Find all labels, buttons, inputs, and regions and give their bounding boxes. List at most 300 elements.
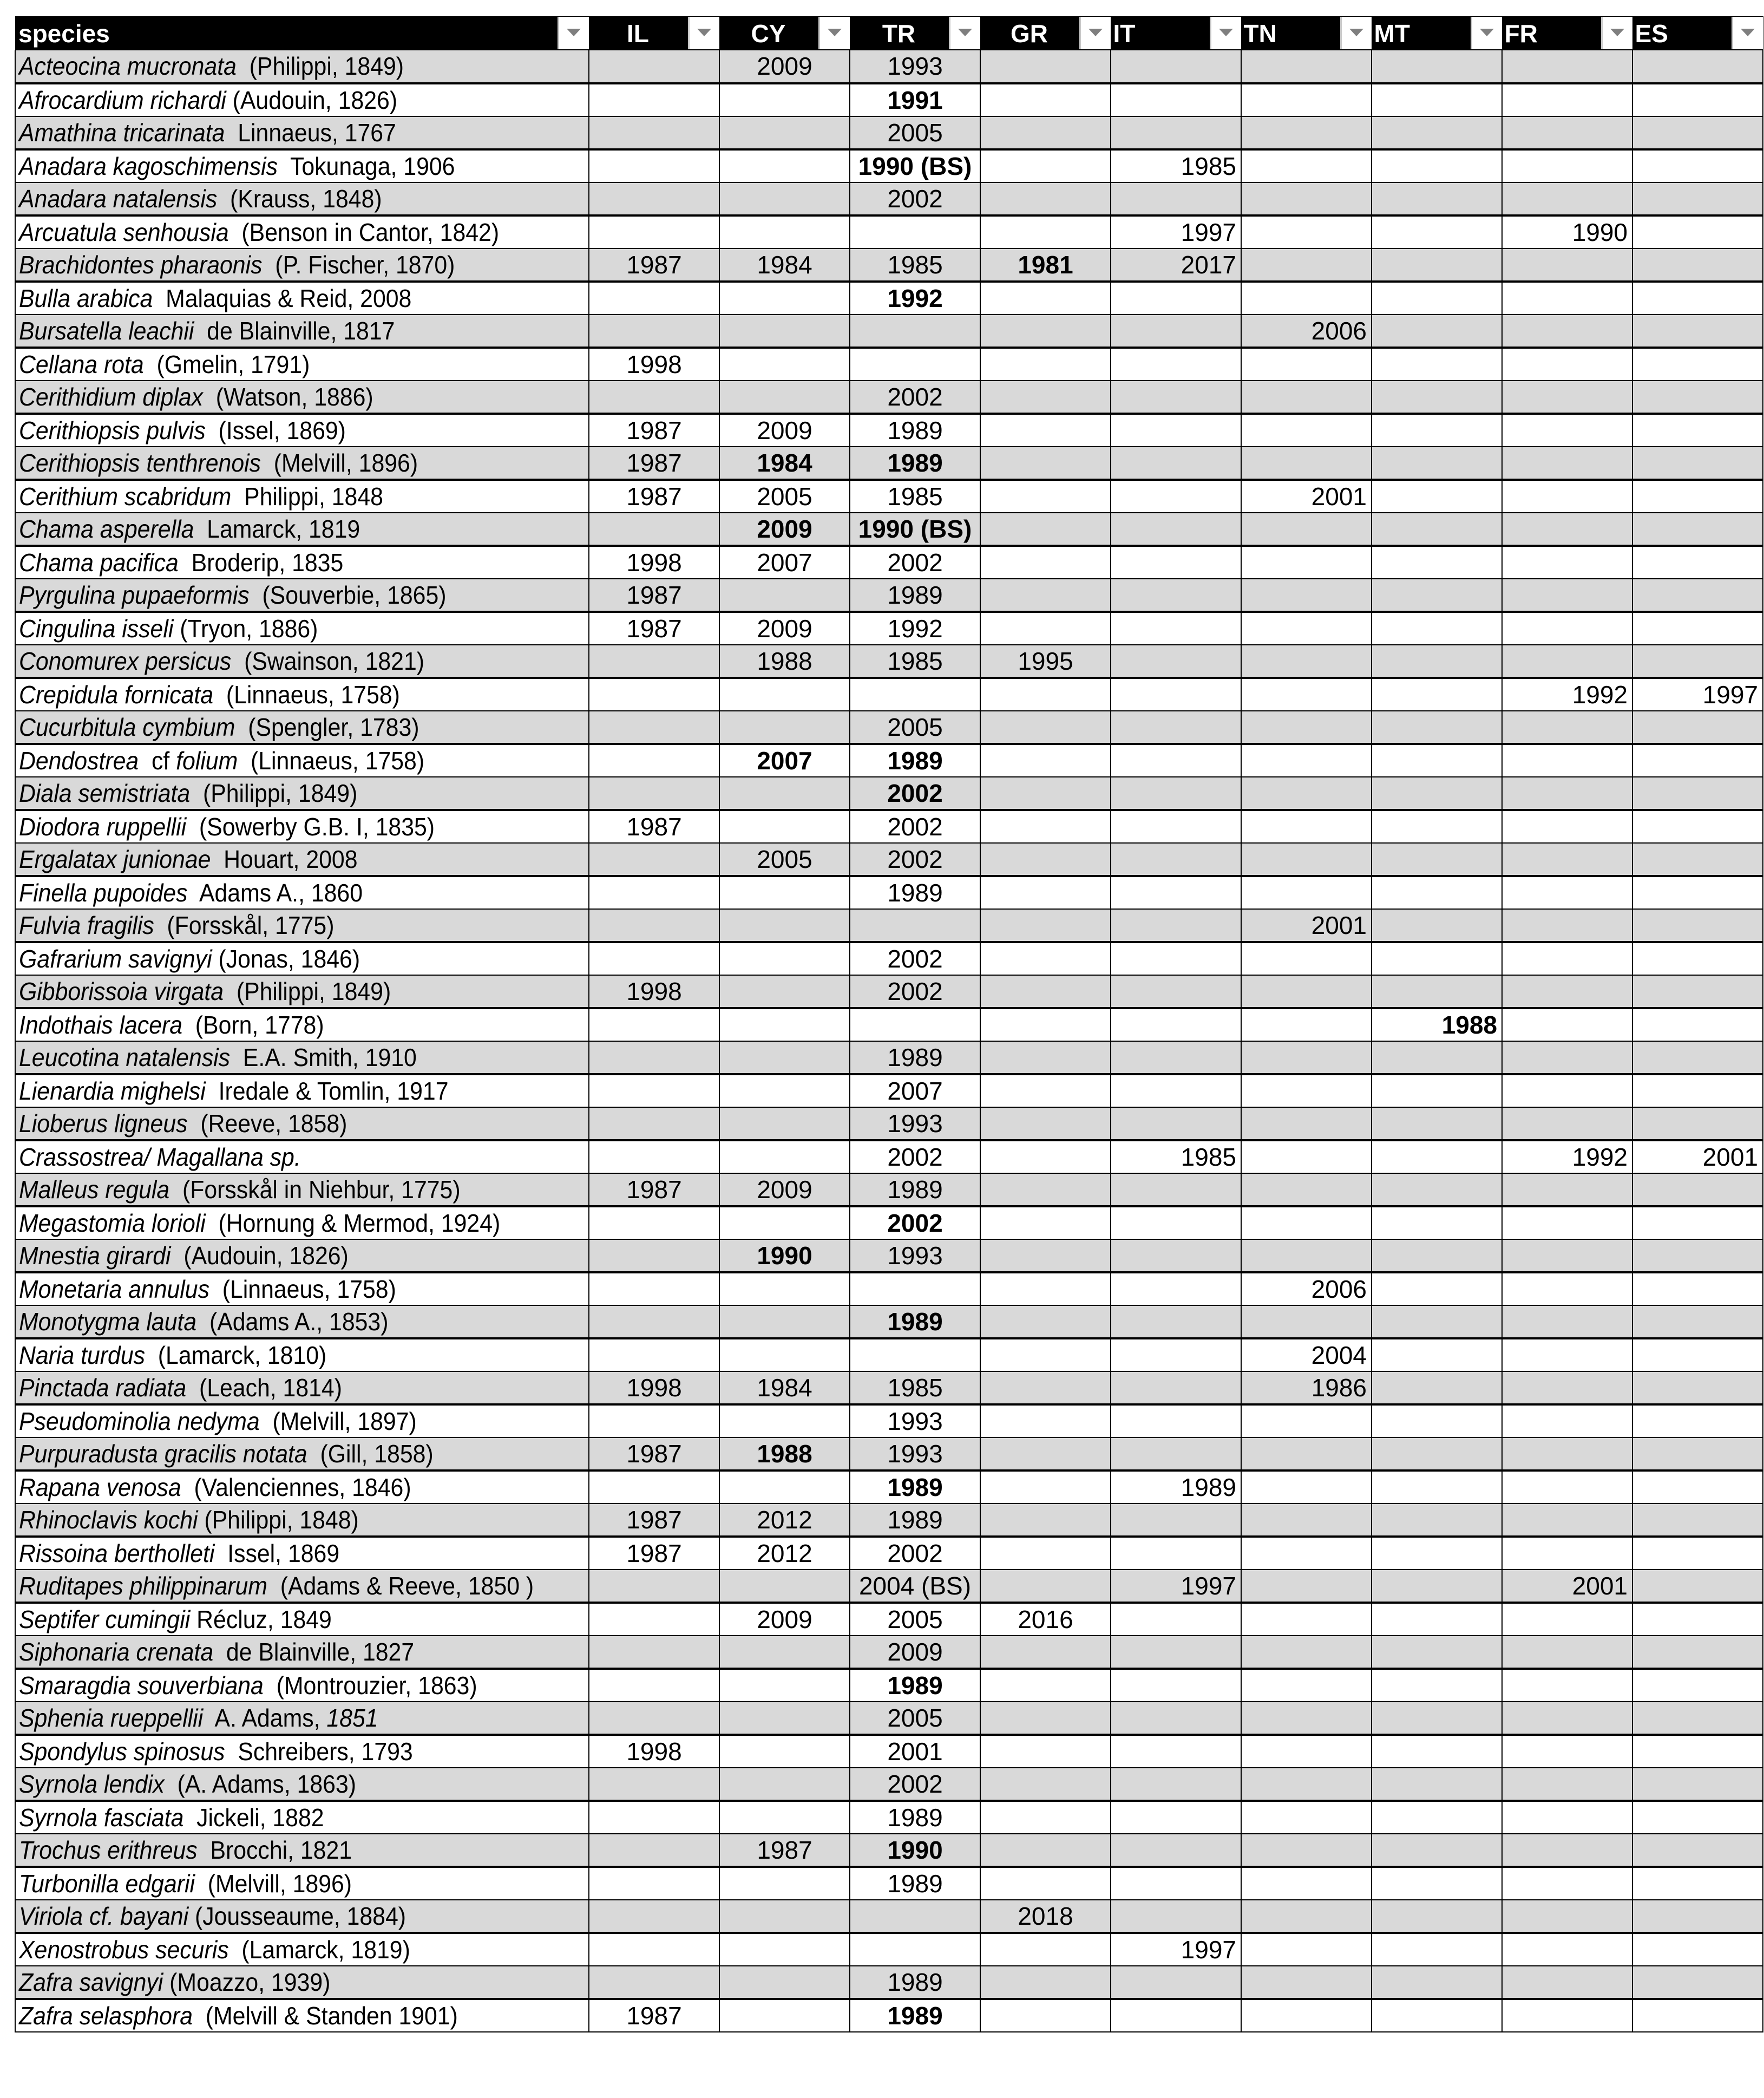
cell-tr[interactable] xyxy=(850,1041,980,1074)
cell-cy[interactable] xyxy=(719,1702,850,1735)
cell-it[interactable] xyxy=(1111,1537,1241,1570)
cell-tn[interactable] xyxy=(1241,149,1372,182)
cell-cy[interactable] xyxy=(719,1504,850,1537)
cell-gr[interactable] xyxy=(980,711,1111,744)
cell-tr[interactable] xyxy=(850,1404,980,1437)
cell-mt[interactable] xyxy=(1372,149,1502,182)
cell-es[interactable] xyxy=(1632,1074,1763,1107)
cell-il[interactable] xyxy=(589,1206,719,1239)
cell-es[interactable] xyxy=(1632,975,1763,1008)
cell-gr[interactable] xyxy=(980,149,1111,182)
cell-tr[interactable] xyxy=(850,1933,980,1966)
cell-fr[interactable] xyxy=(1502,579,1632,612)
cell-it[interactable] xyxy=(1111,513,1241,546)
cell-fr[interactable] xyxy=(1502,1470,1632,1504)
cell-mt[interactable] xyxy=(1372,645,1502,678)
cell-es[interactable] xyxy=(1632,1173,1763,1206)
cell-tr[interactable] xyxy=(850,1966,980,1999)
cell-gr[interactable] xyxy=(980,744,1111,777)
cell-tr[interactable] xyxy=(850,1834,980,1867)
cell-il[interactable] xyxy=(589,1107,719,1140)
cell-il[interactable] xyxy=(589,942,719,975)
cell-it[interactable] xyxy=(1111,348,1241,381)
cell-es[interactable] xyxy=(1632,546,1763,579)
cell-es[interactable] xyxy=(1632,1371,1763,1404)
cell-it[interactable] xyxy=(1111,1834,1241,1867)
cell-es[interactable] xyxy=(1632,1470,1763,1504)
cell-tr[interactable] xyxy=(850,810,980,843)
cell-tn[interactable] xyxy=(1241,513,1372,546)
cell-gr[interactable] xyxy=(980,1834,1111,1867)
cell-fr[interactable] xyxy=(1502,348,1632,381)
cell-tr[interactable] xyxy=(850,282,980,315)
cell-gr[interactable] xyxy=(980,579,1111,612)
cell-tr[interactable] xyxy=(850,1437,980,1470)
cell-il[interactable] xyxy=(589,50,719,83)
cell-il[interactable] xyxy=(589,1041,719,1074)
cell-mt[interactable] xyxy=(1372,116,1502,149)
cell-tn[interactable] xyxy=(1241,414,1372,447)
cell-cy[interactable] xyxy=(719,83,850,116)
filter-dropdown-icon[interactable] xyxy=(1079,17,1111,49)
species-name-cell[interactable] xyxy=(15,1669,589,1702)
cell-it[interactable] xyxy=(1111,1140,1241,1173)
species-name-cell[interactable] xyxy=(15,50,589,83)
cell-cy[interactable] xyxy=(719,182,850,215)
cell-mt[interactable] xyxy=(1372,1404,1502,1437)
species-name-cell[interactable] xyxy=(15,215,589,249)
filter-dropdown-icon[interactable] xyxy=(1340,17,1372,49)
cell-cy[interactable] xyxy=(719,1074,850,1107)
species-name-cell[interactable] xyxy=(15,1603,589,1636)
cell-it[interactable] xyxy=(1111,1239,1241,1272)
cell-mt[interactable] xyxy=(1372,1338,1502,1371)
cell-es[interactable] xyxy=(1632,1239,1763,1272)
species-name-cell[interactable] xyxy=(15,182,589,215)
cell-mt[interactable] xyxy=(1372,1437,1502,1470)
cell-es[interactable] xyxy=(1632,480,1763,513)
cell-es[interactable] xyxy=(1632,777,1763,810)
cell-fr[interactable] xyxy=(1502,678,1632,711)
cell-tn[interactable] xyxy=(1241,579,1372,612)
cell-mt[interactable] xyxy=(1372,1371,1502,1404)
cell-it[interactable] xyxy=(1111,1470,1241,1504)
cell-mt[interactable] xyxy=(1372,909,1502,942)
cell-fr[interactable] xyxy=(1502,1834,1632,1867)
cell-es[interactable] xyxy=(1632,1999,1763,2032)
cell-es[interactable] xyxy=(1632,282,1763,315)
cell-il[interactable] xyxy=(589,1470,719,1504)
filter-dropdown-icon[interactable] xyxy=(1601,17,1632,49)
cell-es[interactable] xyxy=(1632,83,1763,116)
species-name-cell[interactable] xyxy=(15,744,589,777)
cell-cy[interactable] xyxy=(719,612,850,645)
species-name-cell[interactable] xyxy=(15,1272,589,1305)
cell-it[interactable] xyxy=(1111,1768,1241,1801)
species-name-cell[interactable] xyxy=(15,1470,589,1504)
cell-tr[interactable] xyxy=(850,1768,980,1801)
species-name-cell[interactable] xyxy=(15,1437,589,1470)
cell-it[interactable] xyxy=(1111,83,1241,116)
cell-es[interactable] xyxy=(1632,711,1763,744)
cell-es[interactable] xyxy=(1632,1504,1763,1537)
cell-cy[interactable] xyxy=(719,1371,850,1404)
cell-gr[interactable] xyxy=(980,942,1111,975)
cell-cy[interactable] xyxy=(719,843,850,876)
cell-it[interactable] xyxy=(1111,1338,1241,1371)
cell-fr[interactable] xyxy=(1502,1206,1632,1239)
cell-mt[interactable] xyxy=(1372,711,1502,744)
cell-fr[interactable] xyxy=(1502,942,1632,975)
cell-it[interactable] xyxy=(1111,546,1241,579)
cell-cy[interactable] xyxy=(719,711,850,744)
cell-fr[interactable] xyxy=(1502,1272,1632,1305)
cell-it[interactable] xyxy=(1111,1173,1241,1206)
cell-gr[interactable] xyxy=(980,480,1111,513)
cell-gr[interactable] xyxy=(980,1338,1111,1371)
cell-mt[interactable] xyxy=(1372,579,1502,612)
cell-tr[interactable] xyxy=(850,414,980,447)
cell-fr[interactable] xyxy=(1502,1041,1632,1074)
species-name-cell[interactable] xyxy=(15,645,589,678)
cell-gr[interactable] xyxy=(980,909,1111,942)
cell-cy[interactable] xyxy=(719,1603,850,1636)
cell-gr[interactable] xyxy=(980,1206,1111,1239)
cell-il[interactable] xyxy=(589,843,719,876)
cell-gr[interactable] xyxy=(980,1603,1111,1636)
cell-es[interactable] xyxy=(1632,1735,1763,1768)
cell-gr[interactable] xyxy=(980,348,1111,381)
species-name-cell[interactable] xyxy=(15,1867,589,1900)
cell-gr[interactable] xyxy=(980,1669,1111,1702)
cell-tn[interactable] xyxy=(1241,1272,1372,1305)
cell-tn[interactable] xyxy=(1241,1834,1372,1867)
cell-fr[interactable] xyxy=(1502,1570,1632,1603)
species-name-cell[interactable] xyxy=(15,282,589,315)
cell-gr[interactable] xyxy=(980,315,1111,348)
cell-gr[interactable] xyxy=(980,1537,1111,1570)
cell-il[interactable] xyxy=(589,1768,719,1801)
cell-fr[interactable] xyxy=(1502,1702,1632,1735)
cell-fr[interactable] xyxy=(1502,909,1632,942)
cell-gr[interactable] xyxy=(980,843,1111,876)
cell-il[interactable] xyxy=(589,1537,719,1570)
cell-it[interactable] xyxy=(1111,447,1241,480)
species-name-cell[interactable] xyxy=(15,1041,589,1074)
cell-es[interactable] xyxy=(1632,381,1763,414)
cell-mt[interactable] xyxy=(1372,1504,1502,1537)
cell-tr[interactable] xyxy=(850,215,980,249)
cell-il[interactable] xyxy=(589,1404,719,1437)
cell-cy[interactable] xyxy=(719,215,850,249)
species-name-cell[interactable] xyxy=(15,1338,589,1371)
cell-it[interactable] xyxy=(1111,480,1241,513)
cell-il[interactable] xyxy=(589,876,719,909)
species-name-cell[interactable] xyxy=(15,1702,589,1735)
cell-mt[interactable] xyxy=(1372,843,1502,876)
cell-cy[interactable] xyxy=(719,1900,850,1933)
species-name-cell[interactable] xyxy=(15,1933,589,1966)
cell-tr[interactable] xyxy=(850,513,980,546)
species-name-cell[interactable] xyxy=(15,909,589,942)
cell-fr[interactable] xyxy=(1502,1900,1632,1933)
cell-il[interactable] xyxy=(589,1504,719,1537)
cell-gr[interactable] xyxy=(980,876,1111,909)
cell-tr[interactable] xyxy=(850,1801,980,1834)
filter-dropdown-icon[interactable] xyxy=(1210,17,1241,49)
cell-it[interactable] xyxy=(1111,1404,1241,1437)
species-name-cell[interactable] xyxy=(15,1206,589,1239)
species-name-cell[interactable] xyxy=(15,447,589,480)
cell-mt[interactable] xyxy=(1372,1206,1502,1239)
cell-il[interactable] xyxy=(589,1239,719,1272)
cell-cy[interactable] xyxy=(719,1801,850,1834)
cell-tr[interactable] xyxy=(850,1206,980,1239)
cell-es[interactable] xyxy=(1632,348,1763,381)
cell-gr[interactable] xyxy=(980,447,1111,480)
species-name-cell[interactable] xyxy=(15,975,589,1008)
cell-fr[interactable] xyxy=(1502,1933,1632,1966)
cell-il[interactable] xyxy=(589,1272,719,1305)
cell-cy[interactable] xyxy=(719,1669,850,1702)
cell-mt[interactable] xyxy=(1372,1900,1502,1933)
cell-it[interactable] xyxy=(1111,215,1241,249)
cell-fr[interactable] xyxy=(1502,1074,1632,1107)
cell-cy[interactable] xyxy=(719,116,850,149)
cell-gr[interactable] xyxy=(980,1570,1111,1603)
cell-es[interactable] xyxy=(1632,612,1763,645)
cell-gr[interactable] xyxy=(980,1305,1111,1338)
cell-gr[interactable] xyxy=(980,612,1111,645)
cell-it[interactable] xyxy=(1111,975,1241,1008)
cell-fr[interactable] xyxy=(1502,711,1632,744)
cell-it[interactable] xyxy=(1111,381,1241,414)
cell-tr[interactable] xyxy=(850,116,980,149)
cell-tn[interactable] xyxy=(1241,1041,1372,1074)
cell-tn[interactable] xyxy=(1241,1933,1372,1966)
cell-cy[interactable] xyxy=(719,447,850,480)
cell-gr[interactable] xyxy=(980,1504,1111,1537)
cell-es[interactable] xyxy=(1632,876,1763,909)
cell-fr[interactable] xyxy=(1502,843,1632,876)
species-name-cell[interactable] xyxy=(15,116,589,149)
filter-dropdown-icon[interactable] xyxy=(1732,17,1763,49)
cell-tn[interactable] xyxy=(1241,1504,1372,1537)
cell-tr[interactable] xyxy=(850,579,980,612)
cell-fr[interactable] xyxy=(1502,876,1632,909)
cell-mt[interactable] xyxy=(1372,1702,1502,1735)
cell-cy[interactable] xyxy=(719,50,850,83)
cell-tr[interactable] xyxy=(850,1636,980,1669)
cell-fr[interactable] xyxy=(1502,975,1632,1008)
cell-il[interactable] xyxy=(589,116,719,149)
cell-il[interactable] xyxy=(589,1437,719,1470)
species-name-cell[interactable] xyxy=(15,149,589,182)
cell-tn[interactable] xyxy=(1241,1768,1372,1801)
cell-mt[interactable] xyxy=(1372,1933,1502,1966)
cell-es[interactable] xyxy=(1632,1437,1763,1470)
cell-il[interactable] xyxy=(589,1074,719,1107)
cell-mt[interactable] xyxy=(1372,975,1502,1008)
cell-tr[interactable] xyxy=(850,942,980,975)
cell-es[interactable] xyxy=(1632,1768,1763,1801)
cell-gr[interactable] xyxy=(980,381,1111,414)
cell-tr[interactable] xyxy=(850,480,980,513)
cell-mt[interactable] xyxy=(1372,1570,1502,1603)
cell-tn[interactable] xyxy=(1241,1173,1372,1206)
cell-tr[interactable] xyxy=(850,348,980,381)
cell-fr[interactable] xyxy=(1502,1801,1632,1834)
species-name-cell[interactable] xyxy=(15,1768,589,1801)
cell-tr[interactable] xyxy=(850,315,980,348)
cell-cy[interactable] xyxy=(719,1272,850,1305)
cell-tr[interactable] xyxy=(850,645,980,678)
cell-tr[interactable] xyxy=(850,546,980,579)
cell-fr[interactable] xyxy=(1502,777,1632,810)
cell-gr[interactable] xyxy=(980,1702,1111,1735)
cell-il[interactable] xyxy=(589,612,719,645)
cell-tn[interactable] xyxy=(1241,1371,1372,1404)
species-name-cell[interactable] xyxy=(15,1801,589,1834)
cell-il[interactable] xyxy=(589,1735,719,1768)
cell-tn[interactable] xyxy=(1241,1206,1372,1239)
cell-fr[interactable] xyxy=(1502,546,1632,579)
cell-tn[interactable] xyxy=(1241,1404,1372,1437)
cell-it[interactable] xyxy=(1111,744,1241,777)
cell-tn[interactable] xyxy=(1241,1107,1372,1140)
cell-it[interactable] xyxy=(1111,1041,1241,1074)
cell-it[interactable] xyxy=(1111,1735,1241,1768)
cell-tn[interactable] xyxy=(1241,843,1372,876)
cell-it[interactable] xyxy=(1111,843,1241,876)
cell-it[interactable] xyxy=(1111,1570,1241,1603)
cell-il[interactable] xyxy=(589,1867,719,1900)
cell-fr[interactable] xyxy=(1502,810,1632,843)
cell-cy[interactable] xyxy=(719,1867,850,1900)
cell-es[interactable] xyxy=(1632,182,1763,215)
cell-il[interactable] xyxy=(589,1636,719,1669)
cell-it[interactable] xyxy=(1111,1900,1241,1933)
cell-it[interactable] xyxy=(1111,777,1241,810)
cell-tn[interactable] xyxy=(1241,975,1372,1008)
cell-cy[interactable] xyxy=(719,975,850,1008)
cell-mt[interactable] xyxy=(1372,678,1502,711)
species-name-cell[interactable] xyxy=(15,1834,589,1867)
cell-mt[interactable] xyxy=(1372,810,1502,843)
cell-it[interactable] xyxy=(1111,1305,1241,1338)
cell-cy[interactable] xyxy=(719,1933,850,1966)
cell-il[interactable] xyxy=(589,546,719,579)
filter-dropdown-icon[interactable] xyxy=(1471,17,1502,49)
cell-tr[interactable] xyxy=(850,777,980,810)
cell-fr[interactable] xyxy=(1502,249,1632,282)
cell-it[interactable] xyxy=(1111,1801,1241,1834)
cell-cy[interactable] xyxy=(719,480,850,513)
cell-mt[interactable] xyxy=(1372,1107,1502,1140)
cell-es[interactable] xyxy=(1632,1537,1763,1570)
cell-cy[interactable] xyxy=(719,942,850,975)
cell-tr[interactable] xyxy=(850,1603,980,1636)
cell-tr[interactable] xyxy=(850,381,980,414)
species-name-cell[interactable] xyxy=(15,876,589,909)
cell-tr[interactable] xyxy=(850,1999,980,2032)
cell-il[interactable] xyxy=(589,480,719,513)
cell-tr[interactable] xyxy=(850,612,980,645)
cell-tn[interactable] xyxy=(1241,678,1372,711)
cell-gr[interactable] xyxy=(980,116,1111,149)
cell-il[interactable] xyxy=(589,1140,719,1173)
cell-fr[interactable] xyxy=(1502,744,1632,777)
cell-fr[interactable] xyxy=(1502,1140,1632,1173)
cell-fr[interactable] xyxy=(1502,1735,1632,1768)
cell-il[interactable] xyxy=(589,513,719,546)
cell-mt[interactable] xyxy=(1372,1470,1502,1504)
cell-it[interactable] xyxy=(1111,1966,1241,1999)
cell-gr[interactable] xyxy=(980,1470,1111,1504)
cell-tr[interactable] xyxy=(850,711,980,744)
cell-tn[interactable] xyxy=(1241,50,1372,83)
cell-es[interactable] xyxy=(1632,1570,1763,1603)
cell-mt[interactable] xyxy=(1372,1636,1502,1669)
cell-fr[interactable] xyxy=(1502,513,1632,546)
cell-mt[interactable] xyxy=(1372,1272,1502,1305)
filter-dropdown-icon[interactable] xyxy=(818,17,850,49)
cell-cy[interactable] xyxy=(719,513,850,546)
cell-mt[interactable] xyxy=(1372,1173,1502,1206)
cell-fr[interactable] xyxy=(1502,1404,1632,1437)
cell-tr[interactable] xyxy=(850,1338,980,1371)
cell-gr[interactable] xyxy=(980,1239,1111,1272)
cell-cy[interactable] xyxy=(719,678,850,711)
cell-tr[interactable] xyxy=(850,876,980,909)
cell-it[interactable] xyxy=(1111,149,1241,182)
cell-cy[interactable] xyxy=(719,1008,850,1041)
cell-mt[interactable] xyxy=(1372,282,1502,315)
cell-gr[interactable] xyxy=(980,1140,1111,1173)
cell-mt[interactable] xyxy=(1372,1537,1502,1570)
cell-mt[interactable] xyxy=(1372,513,1502,546)
cell-cy[interactable] xyxy=(719,1173,850,1206)
cell-it[interactable] xyxy=(1111,1999,1241,2032)
cell-cy[interactable] xyxy=(719,282,850,315)
cell-mt[interactable] xyxy=(1372,447,1502,480)
species-name-cell[interactable] xyxy=(15,1107,589,1140)
cell-tn[interactable] xyxy=(1241,315,1372,348)
cell-gr[interactable] xyxy=(980,414,1111,447)
cell-cy[interactable] xyxy=(719,149,850,182)
cell-tr[interactable] xyxy=(850,249,980,282)
species-name-cell[interactable] xyxy=(15,513,589,546)
cell-tn[interactable] xyxy=(1241,1669,1372,1702)
cell-fr[interactable] xyxy=(1502,1173,1632,1206)
cell-tr[interactable] xyxy=(850,975,980,1008)
cell-tr[interactable] xyxy=(850,1074,980,1107)
cell-fr[interactable] xyxy=(1502,612,1632,645)
cell-cy[interactable] xyxy=(719,381,850,414)
cell-it[interactable] xyxy=(1111,50,1241,83)
cell-es[interactable] xyxy=(1632,678,1763,711)
cell-mt[interactable] xyxy=(1372,1140,1502,1173)
cell-it[interactable] xyxy=(1111,1074,1241,1107)
species-name-cell[interactable] xyxy=(15,1239,589,1272)
cell-gr[interactable] xyxy=(980,1867,1111,1900)
cell-cy[interactable] xyxy=(719,348,850,381)
cell-il[interactable] xyxy=(589,83,719,116)
cell-il[interactable] xyxy=(589,1570,719,1603)
cell-mt[interactable] xyxy=(1372,876,1502,909)
cell-il[interactable] xyxy=(589,1900,719,1933)
cell-es[interactable] xyxy=(1632,414,1763,447)
